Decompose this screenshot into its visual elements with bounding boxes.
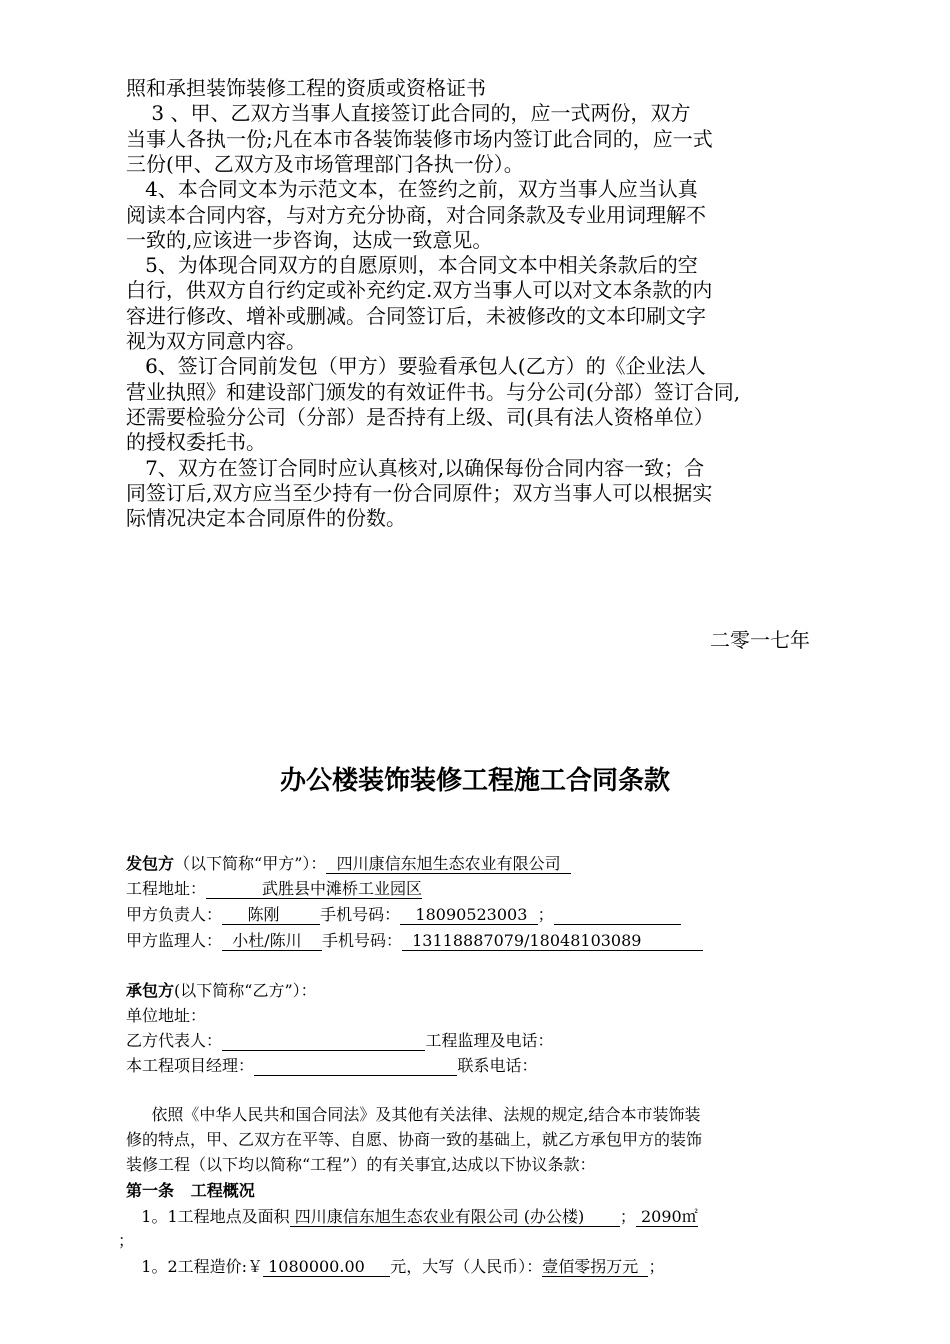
person-label: 甲方负责人：: [126, 905, 223, 924]
supervisor-value: 小杜/陈川: [222, 931, 322, 950]
preamble-line: 修的特点，甲、乙双方在平等、自愿、协商一致的基础上，就乙方承包甲方的装饰: [126, 1130, 703, 1149]
party-a-label: 发包方: [126, 854, 175, 873]
supervision-label: 工程监理及电话：: [425, 1031, 554, 1050]
intro-line: 当事人各执一份;凡在本市各装饰装修市场内签订此合同的，应一式: [126, 126, 713, 151]
party-a-line: [126, 853, 571, 875]
article1-item1: [126, 1206, 698, 1228]
item1-area: 2090㎡: [635, 1207, 698, 1226]
phone-value: 18090523003: [400, 905, 538, 924]
year: 二零一七年: [710, 628, 810, 652]
preamble-line: 依照《中华人民共和国合同法》及其他有关法律、法规的规定,结合本市装饰装: [126, 1105, 701, 1124]
intro-line: 白行，供双方自行约定或补充约定.双方当事人可以对文本条款的内: [126, 278, 713, 303]
phone2-label: 手机号码：: [321, 931, 402, 950]
phone2-value: 13118887079/18048103089: [401, 931, 703, 950]
person-value: 陈刚: [222, 905, 321, 924]
supervisor-label: 甲方监理人：: [126, 931, 223, 950]
project-address-line: [126, 878, 422, 900]
rep-blank: [222, 1032, 425, 1051]
item1-value: 四川康信东旭生态农业有限公司 (办公楼): [289, 1207, 620, 1226]
party-a-person-line: [126, 904, 681, 926]
party-a-supervisor-line: [126, 930, 703, 952]
preamble-line: 装修工程（以下均以简称“工程”）的有关事宜,达成以下协议条款：: [126, 1155, 596, 1174]
intro-line: 容进行修改、增补或删减。合同签订后，未被修改的文本印刷文字: [126, 303, 706, 328]
phone-sep: ；: [537, 905, 554, 924]
item2-words: 壹佰零拐万元: [542, 1257, 649, 1276]
intro-line: 同签订后,双方应当至少持有一份合同原件；双方当事人可以根据实: [126, 480, 713, 505]
intro-line: 阅读本合同内容，与对方充分协商，对合同条款及专业用词理解不: [126, 202, 706, 227]
item2-label: 1。2工程造价:￥: [126, 1257, 264, 1276]
party-b-manager-line: [126, 1055, 537, 1077]
item2-mid: 元，大写（人民币）：: [390, 1257, 543, 1276]
address-value: 武胜县中滩桥工业园区: [206, 879, 422, 898]
phone-label: 手机号码：: [320, 905, 401, 924]
party-b-label: 承包方: [126, 981, 175, 1000]
party-a-abbr: （以下简称“甲方”）：: [174, 854, 327, 873]
address-label: 工程地址：: [126, 879, 207, 898]
intro-line: 4、本合同文本为示范文本，在签约之前，双方当事人应当认真: [126, 177, 698, 202]
intro-line: 还需要检验分公司（分部）是否持有上级、司(具有法人资格单位）: [126, 404, 714, 429]
contact-label: 联系电话：: [457, 1056, 538, 1075]
contract-title: 办公楼装饰装修工程施工合同条款: [279, 766, 670, 796]
party-b-rep-line: [126, 1030, 553, 1052]
party-a-name: 四川康信东旭生态农业有限公司: [326, 854, 571, 873]
intro-line: 一致的,应该进一步咨询，达成一致意见。: [126, 227, 493, 252]
blank-field: [554, 906, 681, 925]
intro-line: 的授权委托书。: [126, 430, 266, 455]
party-b-abbr: (以下简称“乙方”）：: [174, 981, 317, 1000]
rep-label: 乙方代表人：: [126, 1031, 223, 1050]
item1-sep: ；: [619, 1207, 636, 1226]
intro-line: 际情况决定本合同原件的份数。: [126, 506, 406, 531]
article1-heading: 第一条 工程概况: [126, 1181, 255, 1200]
item1-label: 1。1工程地点及面积: [126, 1207, 290, 1226]
article1-item2: [126, 1256, 664, 1278]
manager-blank: [254, 1057, 457, 1076]
party-b-line: [126, 980, 317, 1002]
intro-line: 视为双方同意内容。: [126, 329, 306, 353]
item1-end: ；: [118, 1231, 135, 1250]
party-b-address: 单位地址：: [126, 1006, 207, 1025]
intro-line: 6、签订合同前发包（甲方）要验看承包人(乙方）的《企业法人: [126, 354, 706, 379]
manager-label: 本工程项目经理：: [126, 1056, 255, 1075]
intro-line: 营业执照》和建设部门颁发的有效证件书。与分公司(分部）签订合同,: [126, 379, 741, 404]
intro-line: 照和承担装饰装修工程的资质或资格证书: [126, 76, 486, 100]
item2-value: 1080000.00: [263, 1257, 391, 1276]
intro-line: 三份(甲、乙双方及市场管理部门各执一份）。: [126, 151, 524, 176]
intro-line: 5、为体现合同双方的自愿原则，本合同文本中相关条款后的空: [126, 253, 698, 278]
intro-line: 7、双方在签订合同时应认真核对,以确保每份合同内容一致；合: [126, 455, 705, 480]
intro-line: 3 、甲、乙双方当事人直接签订此合同的，应一式两份，双方: [126, 101, 691, 126]
item2-end: ；: [648, 1257, 665, 1276]
